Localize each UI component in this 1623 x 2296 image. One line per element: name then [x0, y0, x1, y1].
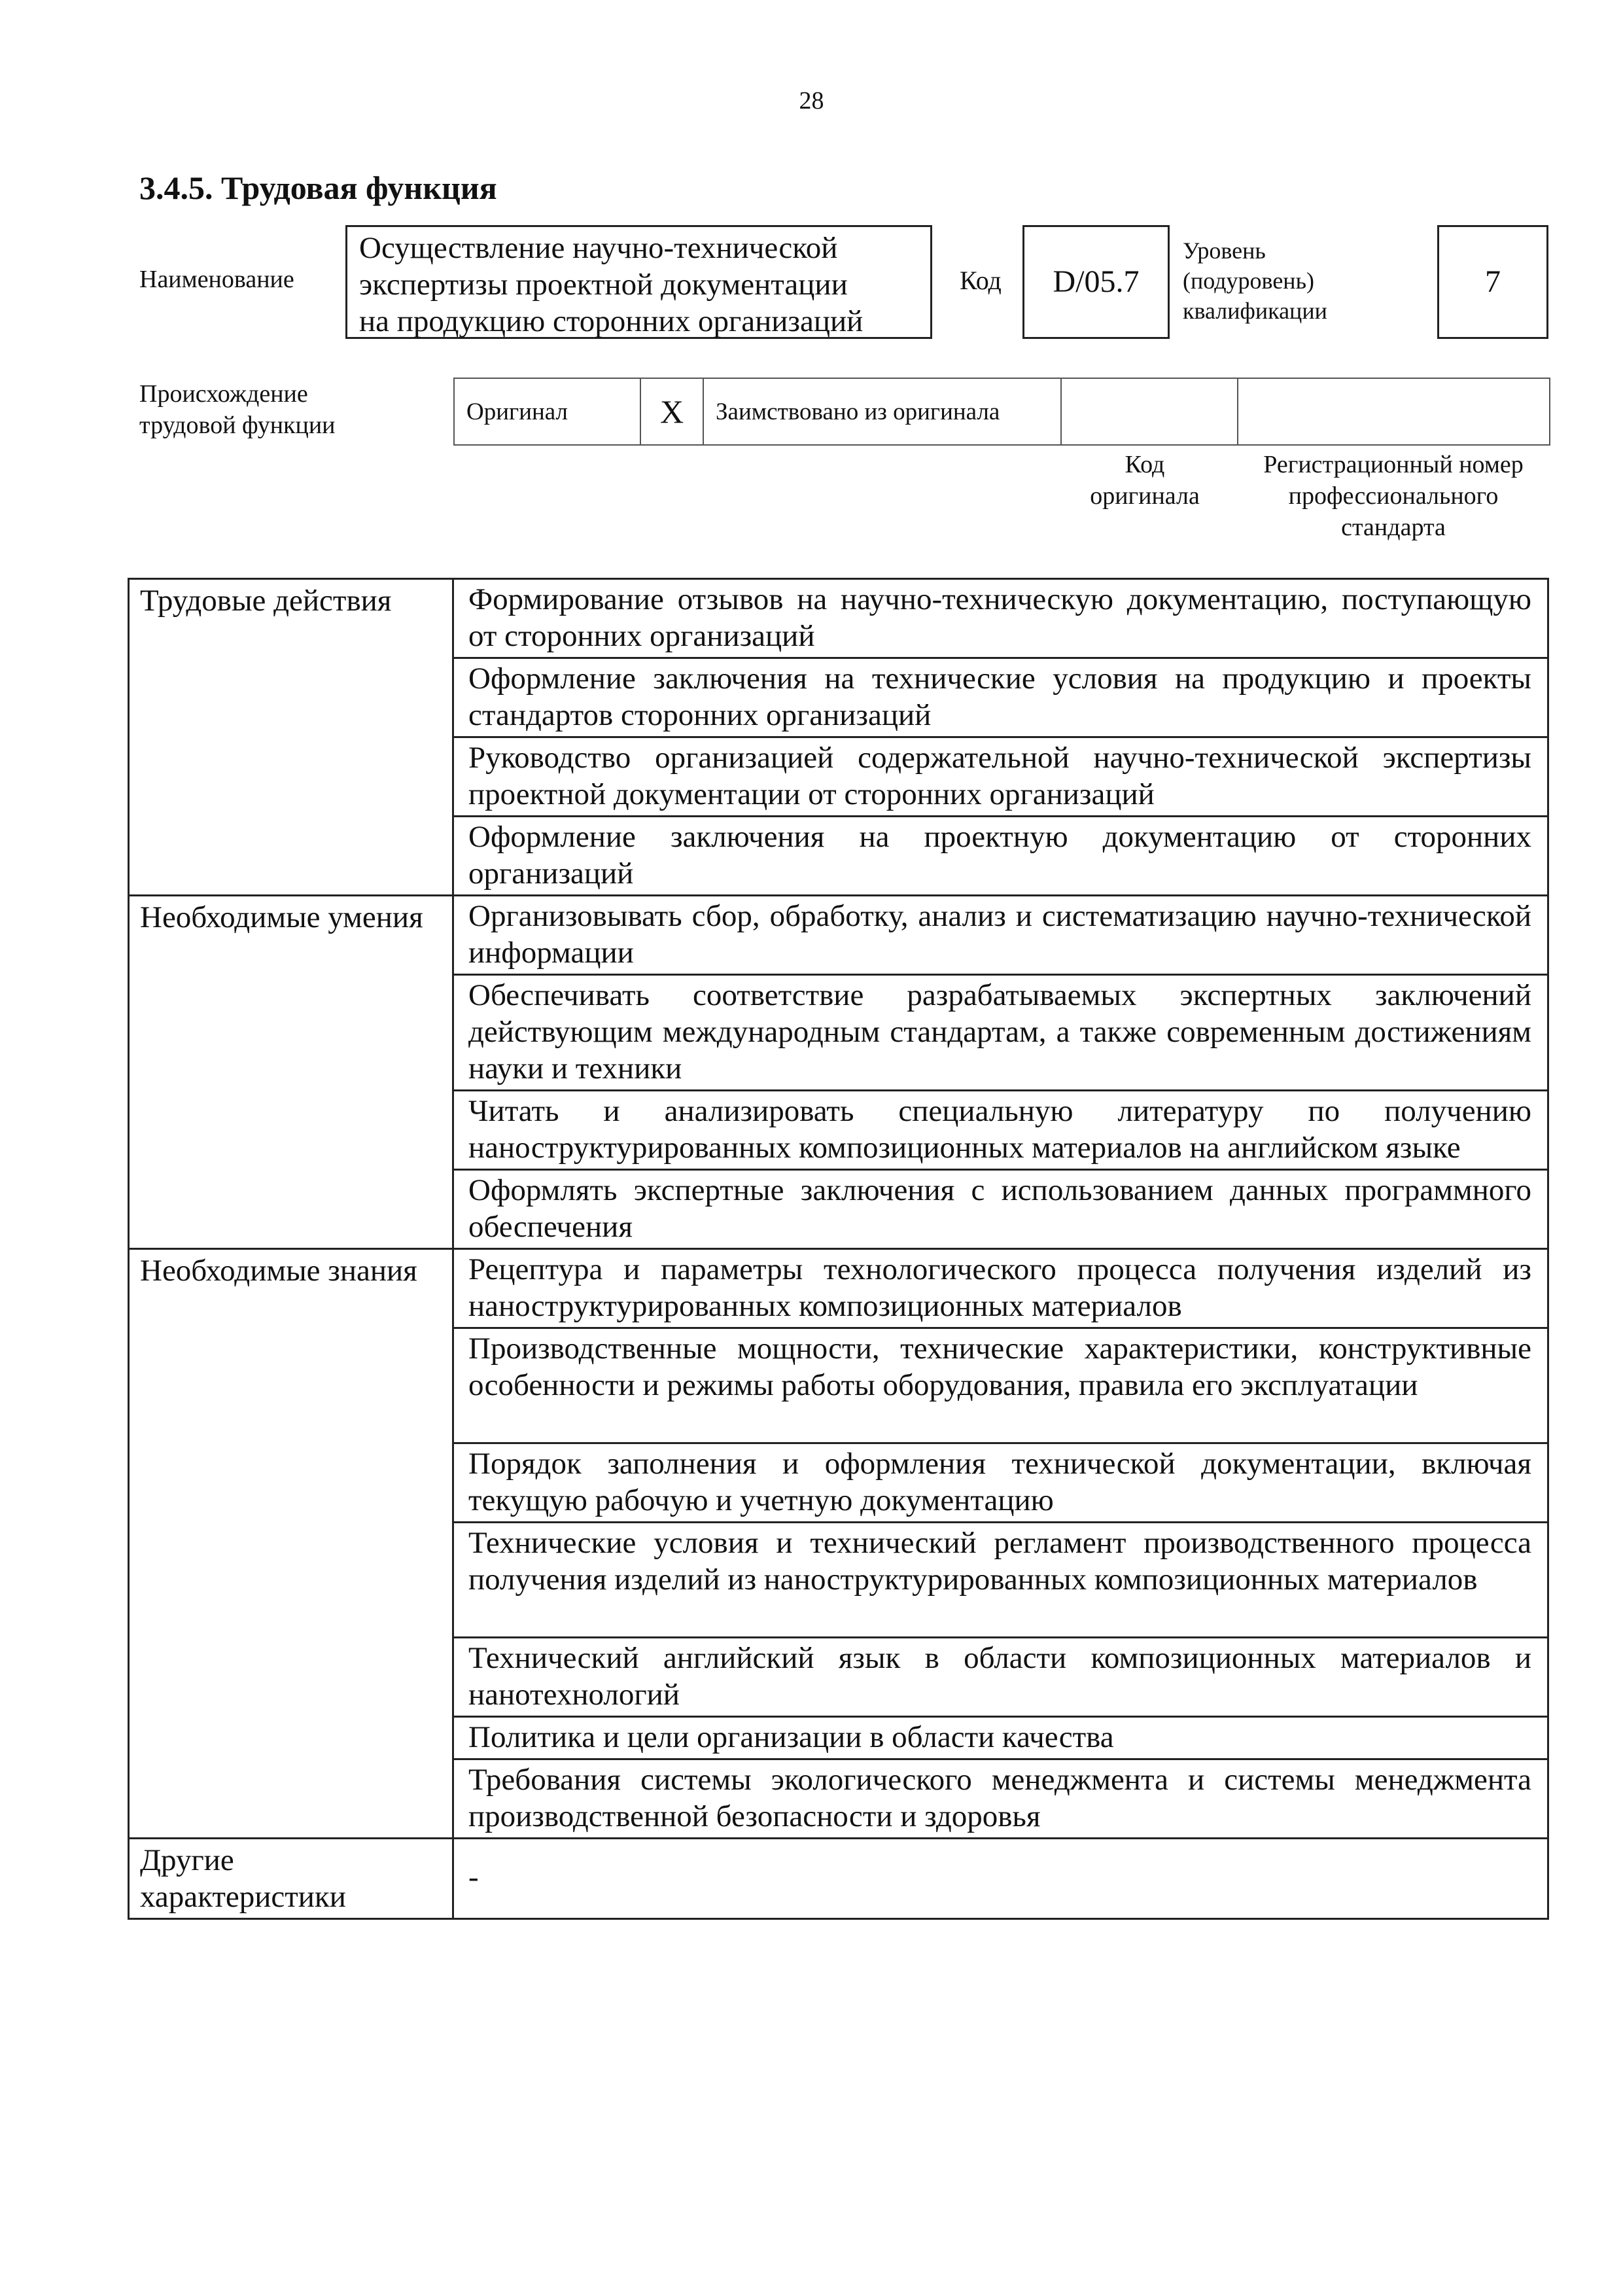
- category-labor-actions: Трудовые действия: [129, 579, 453, 896]
- registration-number-cell: [1238, 378, 1550, 445]
- original-mark: X: [640, 378, 703, 445]
- category-required-knowledge: Необходимые знания: [129, 1249, 453, 1839]
- table-cell: Рецептура и параметры технологического процесса получения изделий из наноструктурированных композиционных материалов: [453, 1249, 1548, 1328]
- table-cell: Оформлять экспертные заключения с использованием данных программного обеспечения: [453, 1170, 1548, 1249]
- registration-number-caption: [1233, 449, 1554, 543]
- caption-line: Код: [1125, 451, 1165, 478]
- level-label-line: квалификации: [1183, 298, 1327, 324]
- origin-label-line: трудовой функции: [139, 412, 336, 439]
- function-details-table: [128, 578, 1549, 1920]
- caption-line: оригинала: [1090, 482, 1200, 510]
- function-name-line: экспертизы проектной документации: [359, 268, 848, 302]
- origin-label-line: Происхождение: [139, 380, 308, 408]
- table-cell: Организовывать сбор, обработку, анализ и систематизацию научно-технической информации: [453, 896, 1548, 975]
- table-cell: Политика и цели организации в области качества: [453, 1717, 1548, 1759]
- code-label: Код: [960, 266, 1002, 295]
- table-cell: -: [453, 1839, 1548, 1919]
- page-number: 28: [799, 87, 824, 115]
- table-row: [129, 1249, 1548, 1328]
- function-name-line: на продукцию сторонних организаций: [359, 304, 864, 338]
- table-cell: Формирование отзывов на научно-техническую документацию, поступающую от сторонних организаций: [453, 579, 1548, 658]
- table-row: [129, 1839, 1548, 1919]
- table-cell: Оформление заключения на проектную документацию от сторонних организаций: [453, 817, 1548, 896]
- function-name-box: [345, 225, 932, 339]
- section-heading: 3.4.5. Трудовая функция: [139, 169, 497, 206]
- name-label: Наименование: [139, 266, 294, 293]
- level-label-line: (подуровень): [1183, 268, 1314, 294]
- original-code-caption: [1060, 449, 1230, 512]
- table-cell: Требования системы экологического менеджмента и системы менеджмента производственной безопасности и здоровья: [453, 1759, 1548, 1839]
- borrowed-label: Заимствовано из оригинала: [703, 378, 1061, 445]
- category-other-characteristics: Другие характеристики: [129, 1839, 453, 1919]
- origin-row: [454, 378, 1550, 445]
- original-code-cell: [1061, 378, 1238, 445]
- caption-line: профессионального: [1288, 482, 1499, 510]
- origin-label: [139, 378, 336, 441]
- table-cell: Руководство организацией содержательной научно-технической экспертизы проектной документации от сторонних организаций: [453, 737, 1548, 817]
- table-cell: Обеспечивать соответствие разрабатываемых экспертных заключений действующим международным стандартам, а также современным достижениям науки и техники: [453, 975, 1548, 1091]
- level-value: 7: [1437, 225, 1548, 339]
- original-label: Оригинал: [454, 378, 640, 445]
- caption-line: стандарта: [1341, 514, 1446, 541]
- table-cell: Производственные мощности, технические характеристики, конструктивные особенности и режимы работы оборудования, правила его эксплуатации: [453, 1328, 1548, 1443]
- table-cell: Читать и анализировать специальную литературу по получению наноструктурированных композиционных материалов на английском языке: [453, 1091, 1548, 1170]
- level-label: [1183, 236, 1327, 326]
- table-cell: Технический английский язык в области композиционных материалов и нанотехнологий: [453, 1638, 1548, 1717]
- table-cell: Оформление заключения на технические условия на продукцию и проекты стандартов сторонних организаций: [453, 658, 1548, 737]
- caption-line: Регистрационный номер: [1263, 451, 1524, 478]
- category-required-skills: Необходимые умения: [129, 896, 453, 1249]
- table-row: [129, 896, 1548, 975]
- code-value: D/05.7: [1022, 225, 1170, 339]
- level-label-line: Уровень: [1183, 238, 1266, 264]
- function-name-line: Осуществление научно-технической: [359, 231, 838, 265]
- table-cell: Порядок заполнения и оформления технической документации, включая текущую рабочую и учетную документацию: [453, 1443, 1548, 1523]
- table-cell: Технические условия и технический регламент производственного процесса получения изделий из наноструктурированных композиционных материалов: [453, 1523, 1548, 1638]
- origin-table: [453, 378, 1550, 446]
- table-row: [129, 579, 1548, 658]
